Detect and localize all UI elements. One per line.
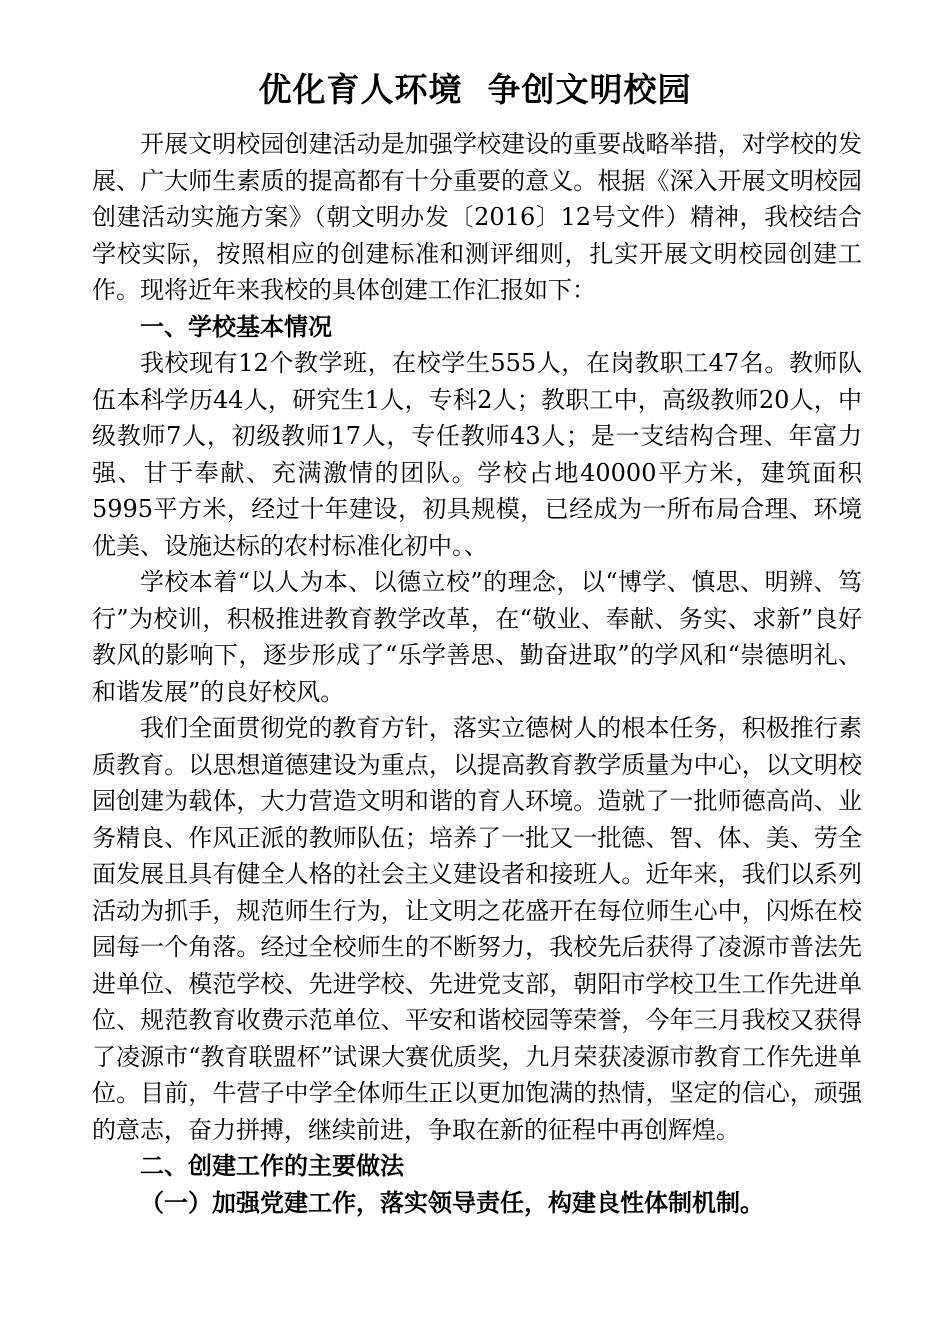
document-body [92,126,862,1221]
document-title: 优化育人环境 争创文明校园 [258,70,692,109]
subsection-heading-party-building: （一）加强党建工作，落实领导责任，构建良性体制机制。 [140,1188,764,1217]
paragraph-school-statistics: 我校现有12个教学班，在校学生555人，在岗教职工47名。教师队伍本科学历44人，研究生1人，专科2人；教职工中，高级教师20人，中级教师7人，初级教师17人，专任教师43人；是一支结构合理、年富力强、甘于奉献、充满激情的团队。学校占地40000平方米，建筑面积5995平方米，经过十年建设，初具规模，已经成为一所布局合理、环境优美、设施达标的农村标准化初中。、 [92,349,862,560]
section-heading-basic-info: 一、学校基本情况 [140,312,332,341]
intro-paragraph: 开展文明校园创建活动是加强学校建设的重要战略举措，对学校的发展、广大师生素质的提高都有十分重要的意义。根据《深入开展文明校园创建活动实施方案》（朝文明办发〔2016〕12号文件）精神，我校结合学校实际，按照相应的创建标准和测评细则，扎实开展文明校园创建工作。现将近年来我校的具体创建工作汇报如下： [92,130,862,304]
paragraph-achievements: 我们全面贯彻党的教育方针，落实立德树人的根本任务，积极推行素质教育。以思想道德建设为重点，以提高教育教学质量为中心，以文明校园创建为载体，大力营造文明和谐的育人环境。造就了一批师德高尚、业务精良、作风正派的教师队伍；培养了一批又一批德、智、体、美、劳全面发展且具有健全人格的社会主义建设者和接班人。近年来，我们以系列活动为抓手，规范师生行为，让文明之花盛开在每位师生心中，闪烁在校园每一个角落。经过全校师生的不断努力，我校先后获得了凌源市普法先进单位、模范学校、先进学校、先进党支部，朝阳市学校卫生工作先进单位、规范教育收费示范单位、平安和谐校园等荣誉，今年三月我校又获得了凌源市“教育联盟杯”试课大赛优质奖，九月荣获凌源市教育工作先进单位。目前，牛营子中学全体师生正以更加饱满的热情，坚定的信心，顽强的意志，奋力拼搏，继续前进，争取在新的征程中再创辉煌。 [92,714,862,1144]
paragraph-school-philosophy: 学校本着“以人为本、以德立校”的理念，以“博学、慎思、明辨、笃行”为校训，积极推进教育教学改革，在“敬业、奉献、务实、求新”良好教风的影响下，逐步形成了“乐学善思、勤奋进取”的学风和“崇德明礼、和谐发展”的良好校风。 [92,568,862,706]
section-heading-main-practices: 二、创建工作的主要做法 [140,1152,404,1180]
